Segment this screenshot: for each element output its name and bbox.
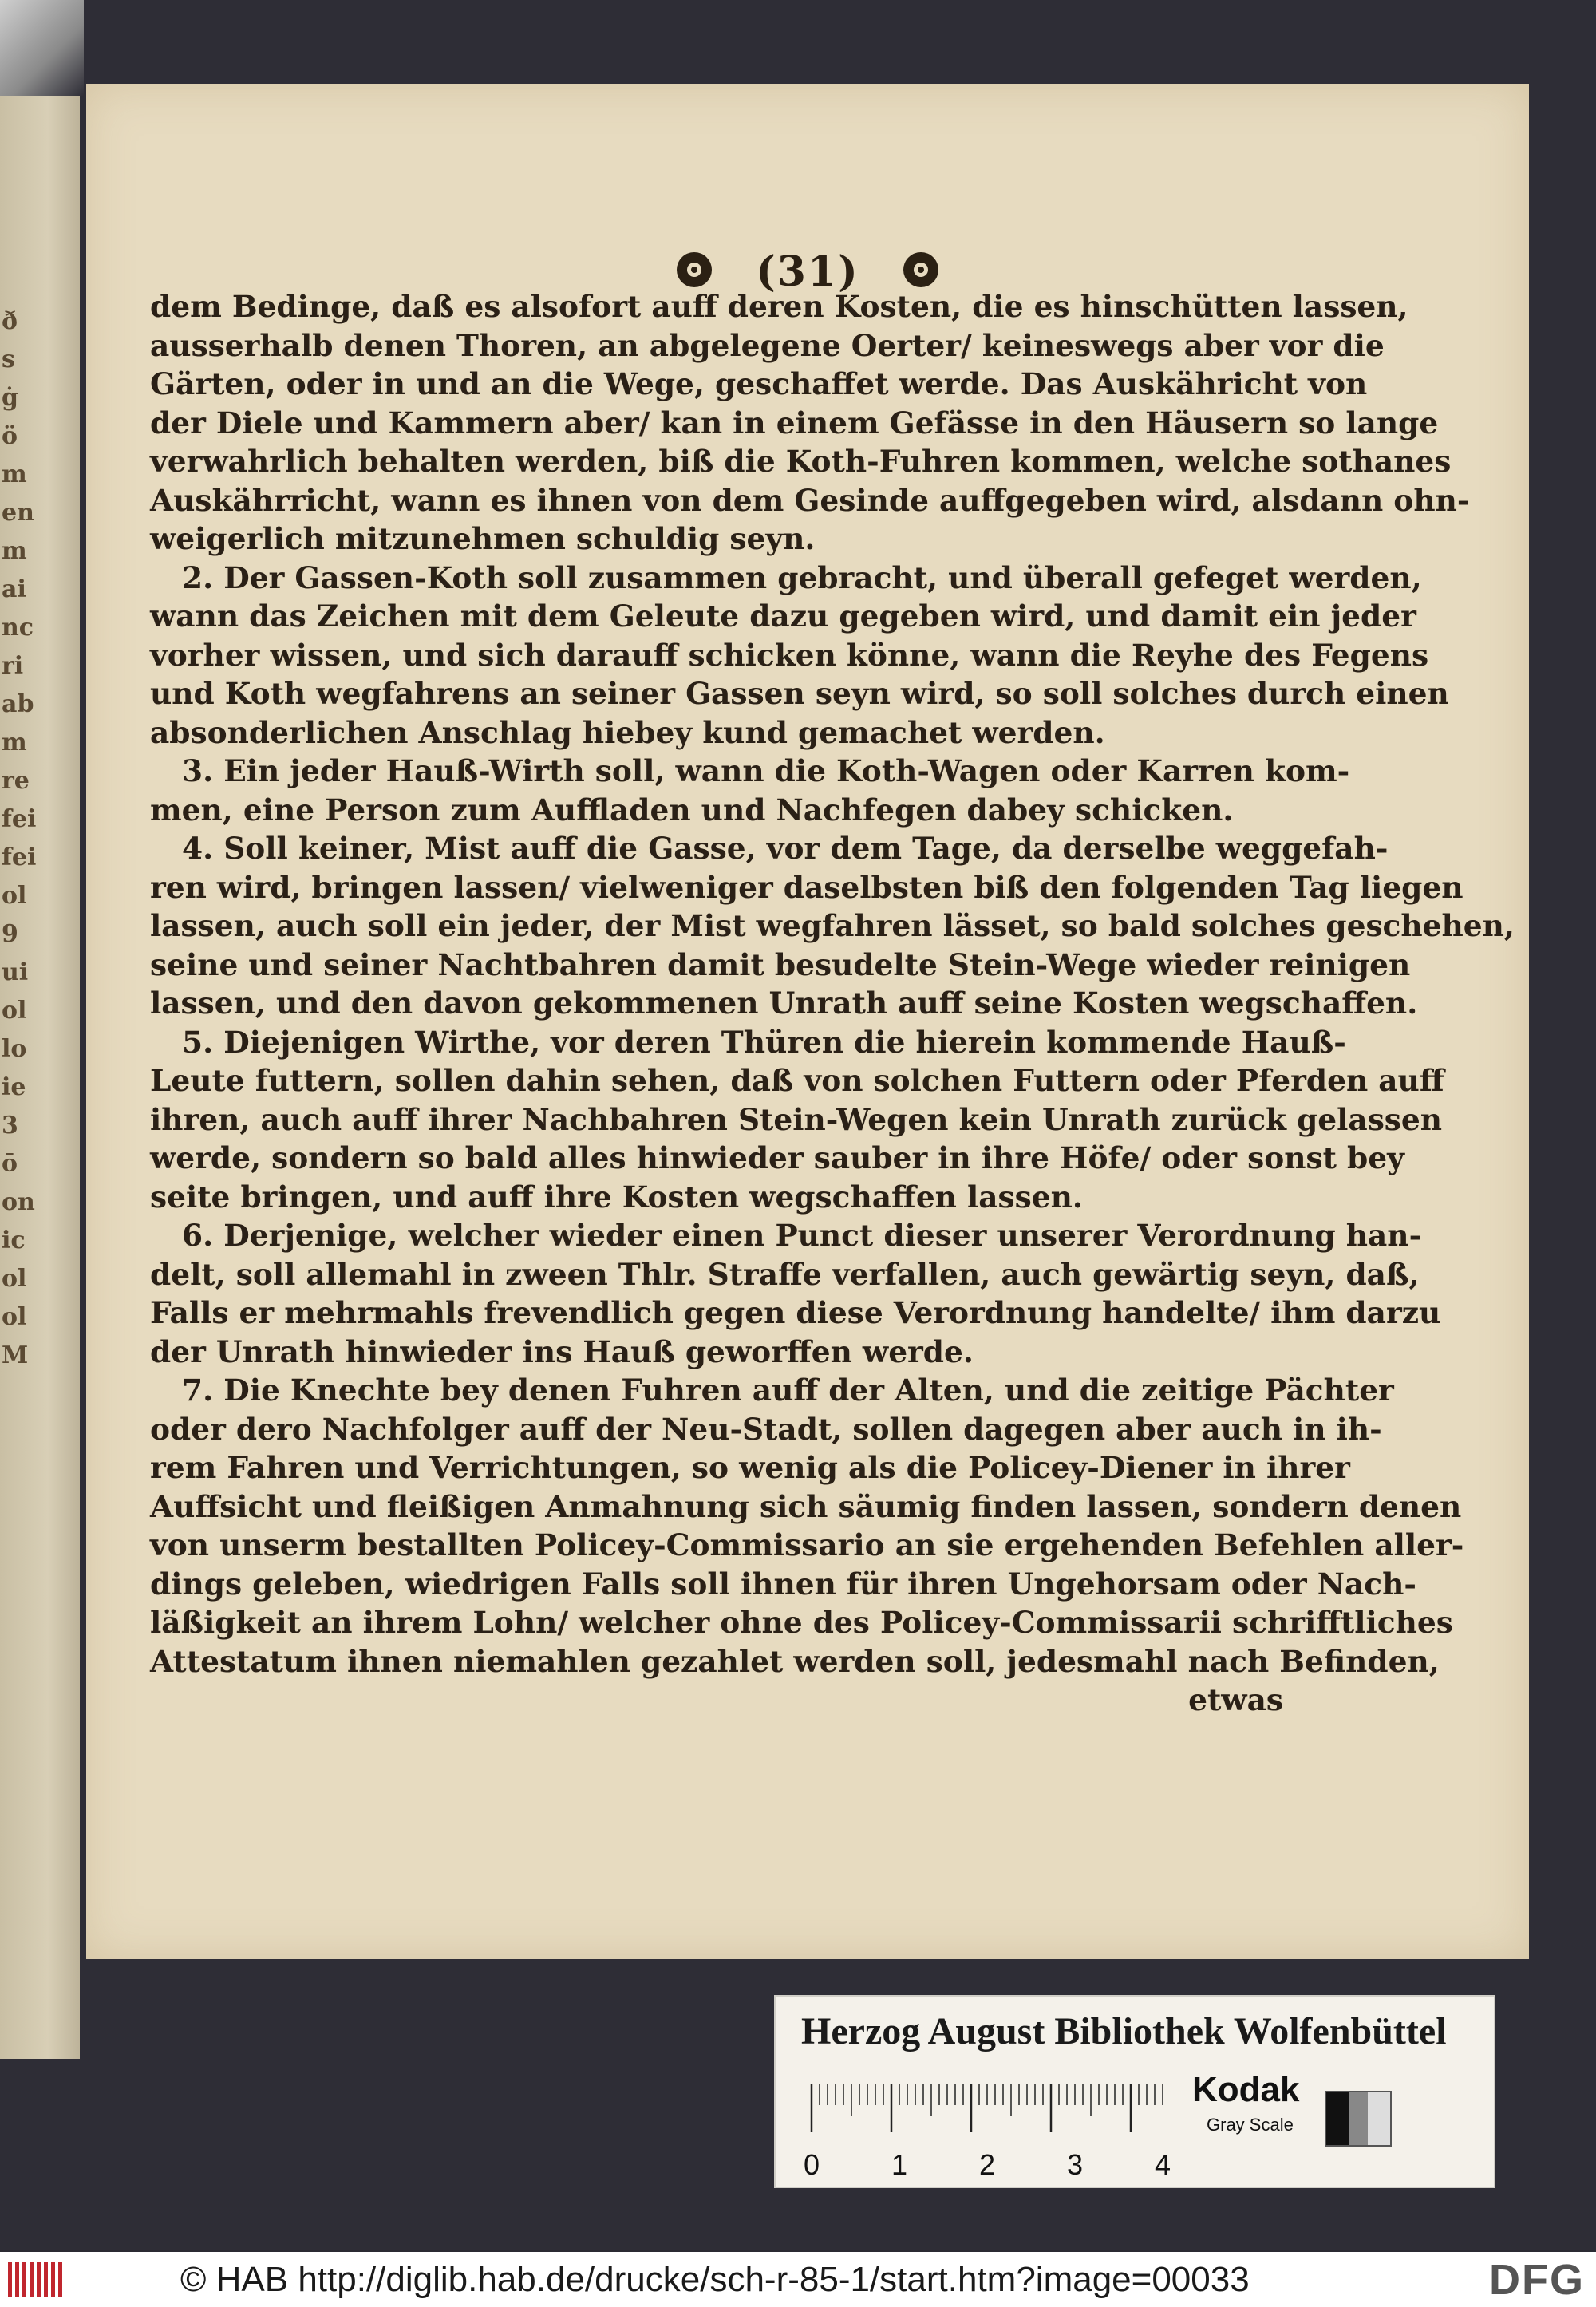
scanner-gutter (0, 0, 84, 96)
text-line: 2. Der Gassen-Koth soll zusammen gebracht, und überall gefeget werden, (182, 559, 1422, 595)
margin-fragment: M (2, 1341, 29, 1369)
text-line: dem Bedinge, daß es alsofort auff deren Kosten, die es hinschütten lassen, (150, 289, 1408, 324)
ruler-number: 3 (1067, 2148, 1084, 2181)
text-line: werde, sondern so bald alles hinwieder sauber in ihre Höfe/ oder sonst bey (150, 1140, 1404, 1175)
text-line: Attestatum ihnen niemahlen gezahlet werden soll, jedesmahl nach Befinden, (150, 1643, 1440, 1679)
margin-fragment: re (2, 767, 30, 795)
margin-fragment: m (2, 460, 27, 488)
margin-fragment: ō (2, 1150, 18, 1178)
margin-fragment: 9 (2, 920, 18, 948)
margin-fragment: ui (2, 958, 29, 986)
margin-fragment: on (2, 1188, 35, 1216)
kodak-logo: Kodak (1192, 2070, 1300, 2109)
text-line: men, eine Person zum Auffladen und Nachfegen dabey schicken. (150, 792, 1234, 828)
margin-fragment: ri (2, 652, 24, 680)
margin-fragment: 3 (2, 1112, 18, 1140)
text-line: 5. Diejenigen Wirthe, vor deren Thüren die hierein kommende Hauß- (182, 1024, 1346, 1060)
gray-scale-label: Gray Scale (1207, 2115, 1294, 2135)
text-line: lassen, auch soll ein jeder, der Mist wegfahren lässet, so bald solches geschehen, (150, 908, 1515, 943)
text-line: Gärten, oder in und an die Wege, geschaffet werde. Das Auskähricht von (150, 366, 1368, 401)
body-text (150, 287, 1515, 1720)
text-line: verwahrlich behalten werden, biß die Koth-Fuhren kommen, welche sothanes (150, 444, 1452, 479)
text-line: wann das Zeichen mit dem Geleute dazu gegeben wird, und damit ein jeder (150, 598, 1416, 634)
margin-fragment: ai (2, 575, 26, 603)
text-line: rem Fahren und Verrichtungen, so wenig als die Policey-Diener in ihrer (150, 1450, 1350, 1485)
catchword: etwas (1188, 1682, 1283, 1717)
text-line: der Unrath hinwieder ins Hauß geworffen werde. (150, 1333, 974, 1369)
hab-logo-icon (6, 2258, 70, 2300)
library-name: Herzog August Bibliothek Wolfenbüttel (801, 2010, 1447, 2052)
text-line: läßigkeit an ihrem Lohn/ welcher ohne des Policey-Commissarii schrifftliches (150, 1605, 1453, 1640)
ruler-number: 0 (804, 2148, 820, 2181)
margin-fragment: m (2, 729, 27, 756)
text-line: ausserhalb denen Thoren, an abgelegene Oerter/ keineswegs aber vor die (150, 327, 1385, 363)
footer-bar (0, 2252, 1596, 2307)
text-line: lassen, und den davon gekommenen Unrath auff seine Kosten wegschaffen. (150, 986, 1418, 1021)
margin-fragment: s (2, 346, 15, 373)
text-line: 7. Die Knechte bey denen Fuhren auff der Alten, und die zeitige Pächter (182, 1373, 1394, 1408)
text-line: ren wird, bringen lassen/ vielweniger daselbsten biß den folgenden Tag liegen (150, 869, 1464, 905)
margin-fragment: ol (2, 882, 27, 910)
text-line: ihren, auch auff ihrer Nachbahren Stein-Wegen kein Unrath zurück gelassen (150, 1101, 1443, 1137)
text-line: absonderlichen Anschlag hiebey kund gemachet werden. (150, 714, 1105, 750)
margin-fragment: ol (2, 997, 27, 1025)
color-calibration-card (774, 1995, 1495, 2188)
ruler-number: 4 (1155, 2148, 1171, 2181)
text-line: Leute futtern, sollen dahin sehen, daß von solchen Futtern oder Pferden auff (150, 1063, 1444, 1098)
text-line: delt, soll allemahl in zween Thlr. Straffe verfallen, auch gewärtig seyn, daß, (150, 1256, 1420, 1292)
text-line: 4. Soll keiner, Mist auff die Gasse, vor dem Tage, da derselbe weggefah- (182, 831, 1389, 866)
text-line: der Diele und Kammern aber/ kan in einem Gefässe in den Häusern so lange (150, 405, 1439, 440)
text-line: Auskährricht, wann es ihnen von dem Gesinde auffgegeben wird, alsdann ohn- (150, 482, 1470, 518)
margin-fragment: ð (2, 307, 18, 335)
margin-fragment: en (2, 499, 34, 527)
margin-fragment: ġ (2, 384, 18, 412)
text-line: 6. Derjenige, welcher wieder einen Punct dieser unserer Verordnung han- (182, 1218, 1422, 1253)
copyright-url[interactable]: © HAB http://diglib.hab.de/drucke/sch-r-85-1/start.htm?image=00033 (180, 2260, 1250, 2299)
document-page (86, 84, 1529, 1959)
text-line: von unserm bestallten Policey-Commissario an sie ergehenden Befehlen aller- (150, 1527, 1464, 1562)
margin-fragment: lo (2, 1035, 27, 1063)
page-number: (31) (756, 247, 859, 296)
text-line: und Koth wegfahrens an seiner Gassen seyn wird, so soll solches durch einen (150, 676, 1449, 711)
text-line: 3. Ein jeder Hauß-Wirth soll, wann die Koth-Wagen oder Karren kom- (182, 753, 1350, 788)
text-line: Falls er mehrmahls frevendlich gegen diese Verordnung handelte/ ihm darzu (150, 1295, 1441, 1330)
margin-fragment: fei (2, 843, 37, 871)
margin-fragment: ol (2, 1265, 27, 1293)
text-line: dings geleben, wiedrigen Falls soll ihnen für ihren Ungehorsam oder Nach- (150, 1566, 1416, 1602)
margin-fragment: nc (2, 614, 34, 642)
text-line: weigerlich mitzunehmen schuldig seyn. (150, 521, 816, 556)
ruler-number: 2 (979, 2148, 996, 2181)
text-line: vorher wissen, und sich darauff schicken könne, wann die Reyhe des Fegens (150, 637, 1429, 673)
text-line: seine und seiner Nachtbahren damit besudelte Stein-Wege wieder reinigen (150, 946, 1411, 982)
gray-scale-patch (1325, 2091, 1392, 2147)
margin-fragment: ab (2, 690, 34, 718)
text-line: Auffsicht und fleißigen Anmahnung sich säumig finden lassen, sondern denen (150, 1488, 1462, 1524)
margin-fragment: ie (2, 1073, 26, 1101)
margin-fragment: m (2, 537, 27, 565)
text-line: seite bringen, und auff ihre Kosten wegschaffen lassen. (150, 1179, 1083, 1215)
margin-fragment: fei (2, 805, 37, 833)
ruler-scale (804, 2076, 1179, 2140)
text-line: oder dero Nachfolger auff der Neu-Stadt, sollen dagegen aber auch in ih- (150, 1411, 1382, 1447)
margin-fragment: ö (2, 422, 18, 450)
margin-fragment: ol (2, 1303, 27, 1331)
ruler-number: 1 (891, 2148, 908, 2181)
margin-fragment: ic (2, 1227, 26, 1254)
dfg-logo: DFG (1489, 2256, 1585, 2304)
